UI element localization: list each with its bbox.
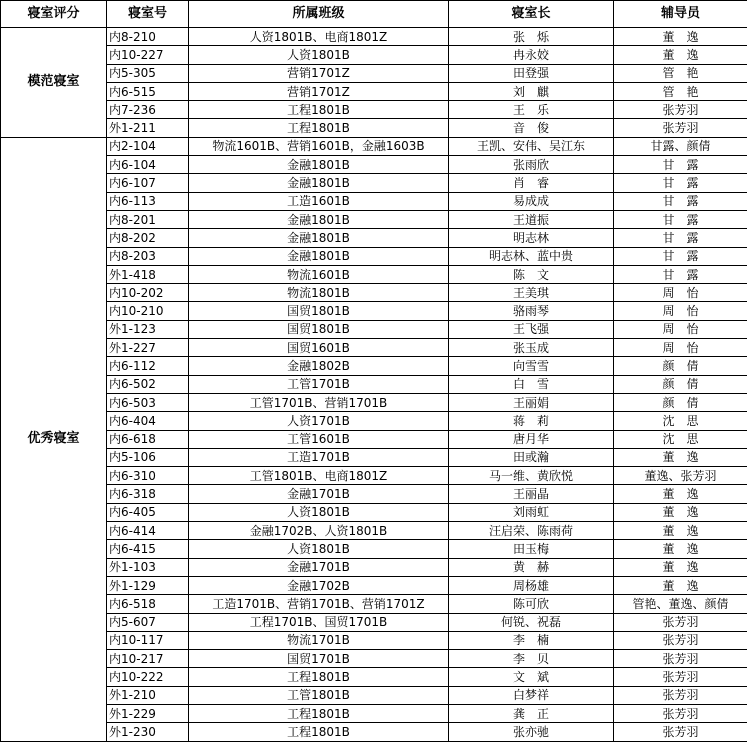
rating-cell: 模范寝室 (1, 28, 107, 138)
class-cell: 工管1601B (189, 430, 449, 448)
table-row (1, 613, 747, 631)
counselor-cell: 甘露、颜倩 (614, 137, 747, 155)
leader-cell: 张玉成 (449, 339, 614, 357)
table-body (1, 28, 747, 742)
table-row (1, 723, 747, 741)
class-cell: 金融1702B、人资1801B (189, 522, 449, 540)
room-cell: 外1-129 (107, 576, 189, 594)
class-cell: 工管1801B (189, 686, 449, 704)
room-cell: 外1-123 (107, 320, 189, 338)
room-cell: 内8-201 (107, 210, 189, 228)
class-cell: 人资1801B (189, 503, 449, 521)
room-cell: 内8-203 (107, 247, 189, 265)
table-row (1, 467, 747, 485)
header-leader: 寝室长 (449, 1, 614, 28)
table-row (1, 28, 747, 46)
counselor-cell: 甘 露 (614, 174, 747, 192)
leader-cell: 王美琪 (449, 284, 614, 302)
room-cell: 内6-414 (107, 522, 189, 540)
counselor-cell: 张芳羽 (614, 723, 747, 741)
table-row (1, 137, 747, 155)
header-counselor: 辅导员 (614, 1, 747, 28)
counselor-cell: 董 逸 (614, 522, 747, 540)
table-row (1, 503, 747, 521)
leader-cell: 张 烁 (449, 28, 614, 46)
class-cell: 人资1801B (189, 540, 449, 558)
room-cell: 内8-210 (107, 28, 189, 46)
leader-cell: 王丽娟 (449, 393, 614, 411)
counselor-cell: 董 逸 (614, 46, 747, 64)
table-row (1, 339, 747, 357)
counselor-cell: 颜 倩 (614, 375, 747, 393)
class-cell: 工造1601B (189, 192, 449, 210)
leader-cell: 龚 正 (449, 704, 614, 722)
leader-cell: 王飞强 (449, 320, 614, 338)
counselor-cell: 周 怡 (614, 302, 747, 320)
leader-cell: 田或瀚 (449, 448, 614, 466)
counselor-cell: 周 怡 (614, 339, 747, 357)
leader-cell: 田玉梅 (449, 540, 614, 558)
leader-cell: 易成成 (449, 192, 614, 210)
counselor-cell: 沈 思 (614, 430, 747, 448)
room-cell: 内6-405 (107, 503, 189, 521)
counselor-cell: 张芳羽 (614, 631, 747, 649)
counselor-cell: 甘 露 (614, 229, 747, 247)
counselor-cell: 颜 倩 (614, 393, 747, 411)
class-cell: 国贸1801B (189, 302, 449, 320)
leader-cell: 骆雨琴 (449, 302, 614, 320)
table-row (1, 650, 747, 668)
class-cell: 国贸1801B (189, 320, 449, 338)
table-row (1, 448, 747, 466)
class-cell: 金融1801B (189, 174, 449, 192)
room-cell: 内10-227 (107, 46, 189, 64)
class-cell: 工程1801B (189, 723, 449, 741)
header-class: 所属班级 (189, 1, 449, 28)
room-cell: 内6-502 (107, 375, 189, 393)
table-row (1, 210, 747, 228)
room-cell: 内6-515 (107, 82, 189, 100)
table-row (1, 375, 747, 393)
class-cell: 金融1801B (189, 229, 449, 247)
table-row (1, 430, 747, 448)
class-cell: 工程1701B、国贸1701B (189, 613, 449, 631)
room-cell: 内5-305 (107, 64, 189, 82)
class-cell: 工管1701B (189, 375, 449, 393)
class-cell: 工程1801B (189, 704, 449, 722)
table-row (1, 192, 747, 210)
leader-cell: 蒋 莉 (449, 412, 614, 430)
table-row (1, 686, 747, 704)
counselor-cell: 董 逸 (614, 540, 747, 558)
table-row (1, 668, 747, 686)
class-cell: 金融1802B (189, 357, 449, 375)
room-cell: 内6-415 (107, 540, 189, 558)
room-cell: 内6-104 (107, 156, 189, 174)
class-cell: 营销1701Z (189, 82, 449, 100)
counselor-cell: 甘 露 (614, 192, 747, 210)
room-cell: 内6-404 (107, 412, 189, 430)
counselor-cell: 管艳、董逸、颜倩 (614, 595, 747, 613)
leader-cell: 陈可欣 (449, 595, 614, 613)
leader-cell: 肖 睿 (449, 174, 614, 192)
counselor-cell: 张芳羽 (614, 119, 747, 137)
header-row (1, 1, 747, 28)
counselor-cell: 周 怡 (614, 320, 747, 338)
counselor-cell: 管 艳 (614, 64, 747, 82)
counselor-cell: 张芳羽 (614, 650, 747, 668)
table-row (1, 576, 747, 594)
class-cell: 人资1701B (189, 412, 449, 430)
table-row (1, 247, 747, 265)
leader-cell: 明志林 (449, 229, 614, 247)
class-cell: 人资1801B (189, 46, 449, 64)
table-row (1, 540, 747, 558)
leader-cell: 王道振 (449, 210, 614, 228)
class-cell: 国贸1601B (189, 339, 449, 357)
leader-cell: 王 乐 (449, 101, 614, 119)
class-cell: 人资1801B、电商1801Z (189, 28, 449, 46)
table-row (1, 393, 747, 411)
leader-cell: 文 斌 (449, 668, 614, 686)
counselor-cell: 张芳羽 (614, 613, 747, 631)
class-cell: 国贸1701B (189, 650, 449, 668)
table-row (1, 101, 747, 119)
class-cell: 金融1701B (189, 485, 449, 503)
counselor-cell: 张芳羽 (614, 668, 747, 686)
counselor-cell: 董逸、张芳羽 (614, 467, 747, 485)
leader-cell: 唐月华 (449, 430, 614, 448)
leader-cell: 陈 文 (449, 265, 614, 283)
leader-cell: 李 贝 (449, 650, 614, 668)
leader-cell: 冉永姣 (449, 46, 614, 64)
class-cell: 工管1801B、电商1801Z (189, 467, 449, 485)
class-cell: 物流1601B、营销1601B，金融1603B (189, 137, 449, 155)
table-row (1, 522, 747, 540)
table-row (1, 558, 747, 576)
header-rating: 寝室评分 (1, 1, 107, 28)
leader-cell: 明志林、蓝中贵 (449, 247, 614, 265)
room-cell: 内10-117 (107, 631, 189, 649)
table-row (1, 631, 747, 649)
room-cell: 内2-104 (107, 137, 189, 155)
room-cell: 外1-103 (107, 558, 189, 576)
counselor-cell: 董 逸 (614, 503, 747, 521)
counselor-cell: 甘 露 (614, 247, 747, 265)
room-cell: 内6-618 (107, 430, 189, 448)
class-cell: 金融1702B (189, 576, 449, 594)
table-row (1, 320, 747, 338)
class-cell: 营销1701Z (189, 64, 449, 82)
room-cell: 外1-418 (107, 265, 189, 283)
leader-cell: 刘 麒 (449, 82, 614, 100)
room-cell: 外1-210 (107, 686, 189, 704)
room-cell: 内7-236 (107, 101, 189, 119)
table-row (1, 284, 747, 302)
table-row (1, 704, 747, 722)
leader-cell: 音 俊 (449, 119, 614, 137)
leader-cell: 王丽晶 (449, 485, 614, 503)
counselor-cell: 颜 倩 (614, 357, 747, 375)
leader-cell: 王凯、安伟、吴江东 (449, 137, 614, 155)
class-cell: 工程1801B (189, 101, 449, 119)
counselor-cell: 周 怡 (614, 284, 747, 302)
class-cell: 金融1801B (189, 156, 449, 174)
room-cell: 内5-607 (107, 613, 189, 631)
room-cell: 内6-518 (107, 595, 189, 613)
counselor-cell: 董 逸 (614, 448, 747, 466)
leader-cell: 汪启荣、陈雨荷 (449, 522, 614, 540)
room-cell: 内10-202 (107, 284, 189, 302)
table-row (1, 64, 747, 82)
leader-cell: 李 楠 (449, 631, 614, 649)
counselor-cell: 甘 露 (614, 210, 747, 228)
table-row (1, 174, 747, 192)
class-cell: 金融1801B (189, 247, 449, 265)
rating-cell: 优秀寝室 (1, 137, 107, 741)
room-cell: 内5-106 (107, 448, 189, 466)
table-row (1, 302, 747, 320)
leader-cell: 张亦驰 (449, 723, 614, 741)
room-cell: 外1-211 (107, 119, 189, 137)
room-cell: 外1-227 (107, 339, 189, 357)
leader-cell: 白梦祥 (449, 686, 614, 704)
table-row (1, 595, 747, 613)
room-cell: 内6-310 (107, 467, 189, 485)
counselor-cell: 董 逸 (614, 576, 747, 594)
table-row (1, 229, 747, 247)
table-row (1, 485, 747, 503)
counselor-cell: 管 艳 (614, 82, 747, 100)
room-cell: 内10-210 (107, 302, 189, 320)
class-cell: 金融1801B (189, 210, 449, 228)
counselor-cell: 董 逸 (614, 28, 747, 46)
table-row (1, 156, 747, 174)
class-cell: 工程1801B (189, 119, 449, 137)
counselor-cell: 董 逸 (614, 485, 747, 503)
table-row (1, 357, 747, 375)
table-row (1, 265, 747, 283)
counselor-cell: 张芳羽 (614, 101, 747, 119)
room-cell: 内6-107 (107, 174, 189, 192)
leader-cell: 马一维、黄欣悦 (449, 467, 614, 485)
leader-cell: 黄 赫 (449, 558, 614, 576)
room-cell: 内10-222 (107, 668, 189, 686)
counselor-cell: 张芳羽 (614, 686, 747, 704)
leader-cell: 张雨欣 (449, 156, 614, 174)
leader-cell: 向雪雪 (449, 357, 614, 375)
class-cell: 工管1701B、营销1701B (189, 393, 449, 411)
leader-cell: 周杨雄 (449, 576, 614, 594)
leader-cell: 白 雪 (449, 375, 614, 393)
room-cell: 内6-318 (107, 485, 189, 503)
room-cell: 内6-113 (107, 192, 189, 210)
counselor-cell: 甘 露 (614, 265, 747, 283)
room-cell: 内10-217 (107, 650, 189, 668)
class-cell: 物流1601B (189, 265, 449, 283)
counselor-cell: 甘 露 (614, 156, 747, 174)
room-cell: 外1-229 (107, 704, 189, 722)
class-cell: 工造1701B、营销1701B、营销1701Z (189, 595, 449, 613)
class-cell: 物流1801B (189, 284, 449, 302)
leader-cell: 田登强 (449, 64, 614, 82)
table-row (1, 82, 747, 100)
class-cell: 工造1701B (189, 448, 449, 466)
leader-cell: 何锐、祝磊 (449, 613, 614, 631)
table-row (1, 46, 747, 64)
class-cell: 金融1701B (189, 558, 449, 576)
table-row (1, 412, 747, 430)
class-cell: 工程1801B (189, 668, 449, 686)
counselor-cell: 张芳羽 (614, 704, 747, 722)
header-room: 寝室号 (107, 1, 189, 28)
counselor-cell: 沈 思 (614, 412, 747, 430)
room-cell: 外1-230 (107, 723, 189, 741)
counselor-cell: 董 逸 (614, 558, 747, 576)
room-cell: 内8-202 (107, 229, 189, 247)
class-cell: 物流1701B (189, 631, 449, 649)
leader-cell: 刘雨虹 (449, 503, 614, 521)
room-cell: 内6-112 (107, 357, 189, 375)
room-cell: 内6-503 (107, 393, 189, 411)
table-row (1, 119, 747, 137)
